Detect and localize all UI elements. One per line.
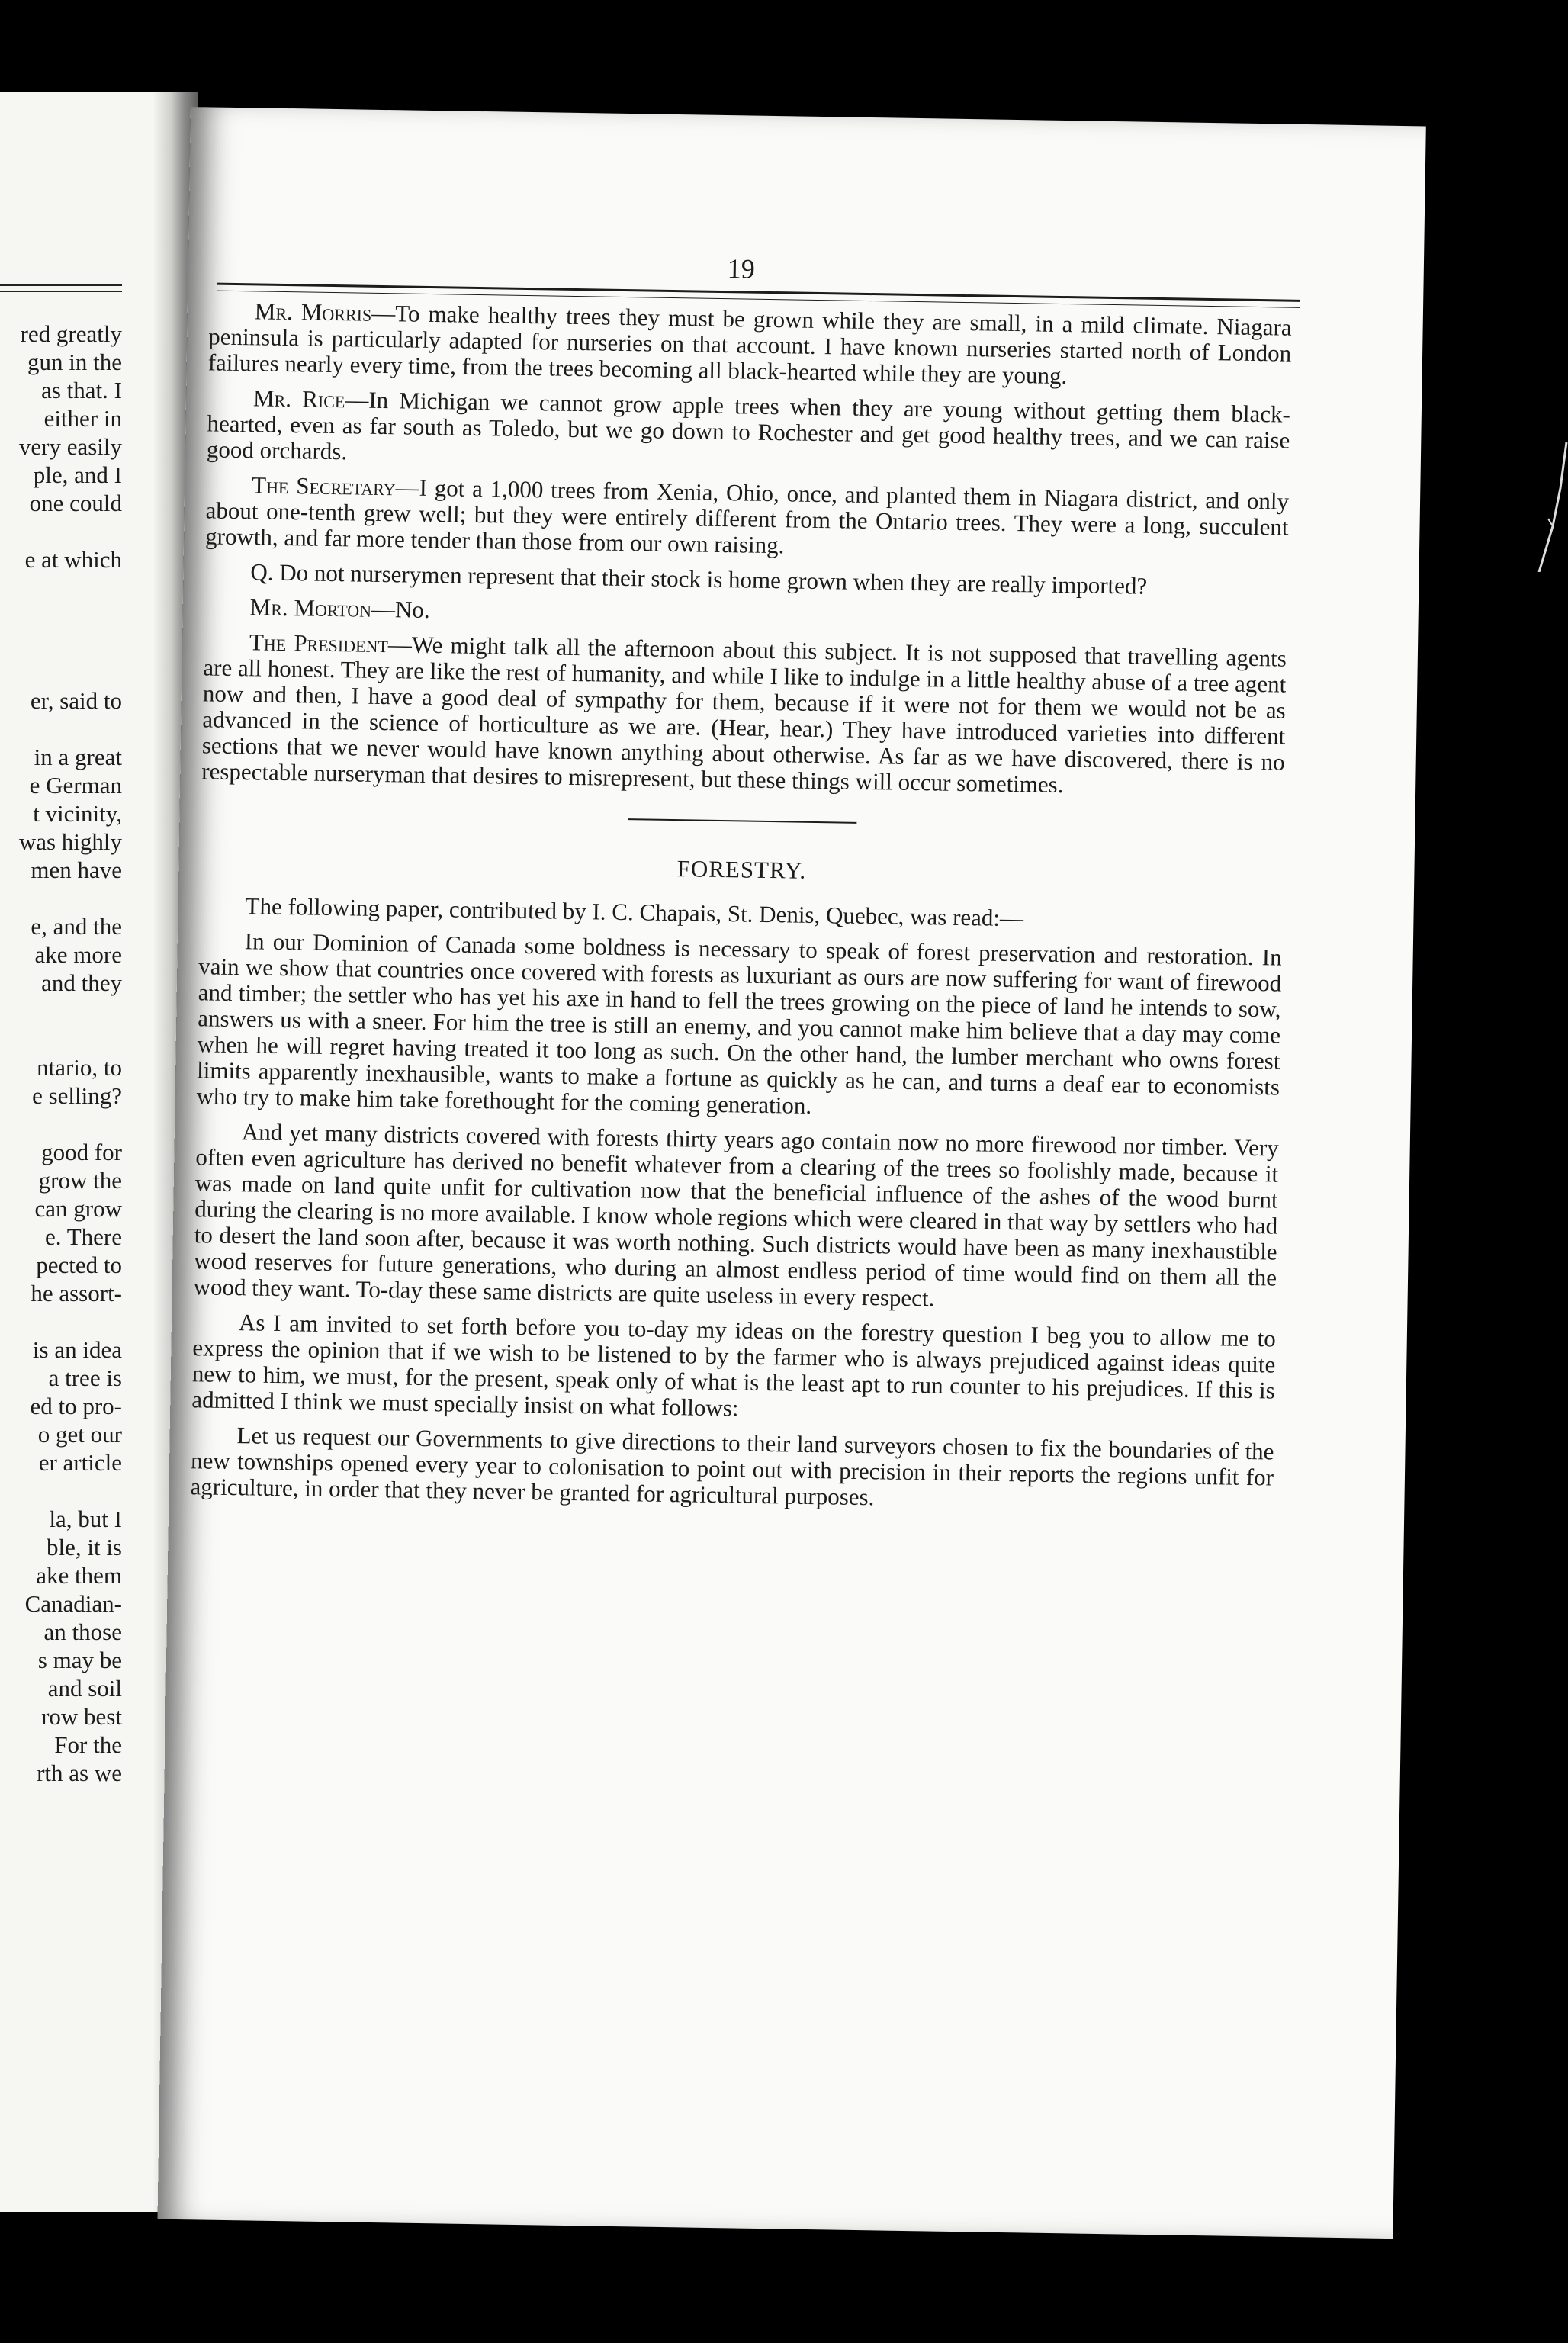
- page-number: 19: [727, 253, 756, 284]
- paragraph-text: —We might talk all the afternoon about this subject. It is not supposed that travelling agents are all honest. They are like the rest of humanity, and while I like to indulge in a little healthy abuse of a tree agent now and then, I have a good deal of sympathy for them, because if it were not for them we would not be as advanced in the science of horticulture as we are. (Hear, hear.) They have introduced varieties into different sections that we never would have known anything about otherwise. As far as we have discovered, there is no respectable nurseryman that desires to misrepresent, but these things will occur sometimes.: [201, 631, 1287, 799]
- stray-mark: [1537, 442, 1568, 572]
- speaker-name: Mr. Morton: [249, 593, 372, 622]
- left-page-line: ble, it is: [46, 1534, 122, 1560]
- paragraph-morris: [207, 297, 1291, 392]
- left-page-line: er article: [38, 1449, 122, 1476]
- left-page-line: e. There: [45, 1223, 122, 1250]
- speaker-name: Mr. Rice: [252, 384, 345, 413]
- forestry-paragraph-1: In our Dominion of Canada some boldness is necessary to speak of forest preservation and restoration. In vain we show that countries once covered with forests as luxuriant as ours are now suffering for want of firewood and timber; the settler who has yet his axe in hand to fell the trees growing on the piece of land he intends to sow, answers us with a sneer. For him the tree is still an enemy, and you cannot make him believe that a day may come when he will regret having treated it too long as such. On the other hand, the lumber merchant who owns forest limits apparently inexhausible, wants to make a fortune as quickly as he can, and turns a deaf ear to economists who try to make him take forethought for the coming generation.: [196, 927, 1282, 1119]
- left-page-line: ple, and I: [33, 461, 122, 488]
- left-page-line: a tree is: [48, 1364, 122, 1391]
- paragraph-president: [201, 628, 1287, 801]
- left-page-line: and soil: [47, 1675, 122, 1702]
- left-page-line: rth as we: [37, 1760, 122, 1786]
- left-page-line: men have: [31, 857, 122, 883]
- forestry-paragraph-4: Let us request our Governments to give directions to their land surveyors chosen to fix the boundaries of the new townships opened every year to colonisation to point out with precision in their reports the regions unfit for agriculture, in order that they never be granted for agricultural purposes.: [190, 1422, 1274, 1511]
- left-page-line: is an idea: [32, 1336, 122, 1363]
- left-page-line: good for: [41, 1139, 122, 1165]
- left-page-line: either in: [43, 405, 122, 432]
- left-page-line: very easily: [18, 433, 122, 460]
- paragraph-secretary: [205, 471, 1289, 566]
- left-page-line: he assort-: [31, 1280, 122, 1306]
- left-page-line: grow the: [38, 1167, 122, 1194]
- left-header-rule-thin: [0, 291, 122, 292]
- speaker-name: Mr. Morris: [254, 297, 372, 326]
- page-content: [190, 297, 1292, 1525]
- left-page-line: t vicinity,: [33, 800, 122, 827]
- section-title: FORESTRY.: [676, 855, 807, 884]
- left-page-line: ake them: [36, 1562, 122, 1589]
- forestry-paragraph-2: And yet many districts covered with forests thirty years ago contain now no more firewood nor timber. Very often even agriculture has derived no benefit whatever from a clearing of the trees so foolishly made, because it was made on land quite unfit for cultivation now that the beneficial influence of the ashes of the wood burnt during the clearing is no more available. I know whole regions which were cleared in that way by settlers who had to desert the land soon after, because it was worth nothing. Such districts would have been as many inexhaustible wood reserves for future generations, who during an almost endless period of time would find on them all the wood they want. To-day these same districts are quite useless in every respect.: [193, 1118, 1280, 1312]
- left-page-line: one could: [29, 490, 122, 516]
- left-page-line: was highly: [18, 828, 122, 855]
- paragraph-text: Q. Do not nurserymen represent that their stock is home grown when they are really imported?: [250, 558, 1148, 599]
- paragraph-text: —In Michigan we cannot grow apple trees when they are young without getting them black-hearted, even as far south as Toledo, but we go down to Rochester and get good healthy trees, and we can raise good orchards.: [206, 386, 1291, 465]
- speaker-name: The President: [249, 628, 389, 658]
- paragraph-text: —To make healthy trees they must be grown while they are small, in a mild climate. Niagara peninsula is particularly adapted for nurseries on that account. I have known nurseries started north of London failures nearly every time, from the trees becoming all black-hearted while they are young.: [207, 299, 1292, 390]
- left-page-line: pected to: [36, 1252, 122, 1278]
- section-divider: [628, 818, 856, 824]
- left-page-line: e, and the: [31, 913, 122, 940]
- paragraph-text: —No.: [371, 595, 430, 624]
- left-page-line: ed to pro-: [30, 1393, 122, 1419]
- paragraph-rice: [207, 384, 1290, 479]
- left-page-line: gun in the: [27, 349, 122, 375]
- left-page-line: as that. I: [41, 377, 122, 403]
- left-page-line: and they: [41, 969, 122, 996]
- left-page-line: o get our: [37, 1421, 122, 1448]
- paragraph-text: —I got a 1,000 trees from Xenia, Ohio, once, and planted them in Niagara district, and only about one-tenth grew well; but they were entirely different from the Ontario trees. They were a long, succulent growth, and far more tender than those from our own raising.: [204, 474, 1290, 559]
- forestry-paragraph-3: As I am invited to set forth before you to-day my ideas on the forestry question I beg you to allow me to express the opinion that if we wish to be listened to by the farmer who is always prejudiced against ideas quite new to him, we must, for the present, speak only of what is the least apt to run counter to his prejudices. If this is admitted I think we must specially insist on what follows:: [191, 1309, 1277, 1422]
- left-page-line: e selling?: [32, 1082, 122, 1109]
- left-page-line: row best: [41, 1703, 122, 1730]
- left-page-line: in a great: [34, 744, 122, 770]
- left-header-rule: [0, 284, 122, 286]
- left-page-line: e German: [29, 772, 122, 799]
- left-page-line: s may be: [37, 1647, 122, 1673]
- page-19: [157, 107, 1425, 2239]
- left-page-line: e at which: [24, 546, 122, 573]
- left-page-line: ntario, to: [37, 1054, 122, 1081]
- left-page-line: Canadian-: [24, 1590, 122, 1617]
- left-page-line: ake more: [34, 941, 122, 968]
- left-page-line: For the: [54, 1731, 122, 1758]
- forestry-intro: The following paper, contributed by I. C. Chapais, St. Denis, Quebec, was read:—: [245, 892, 1024, 932]
- speaker-name: The Secretary: [251, 471, 396, 501]
- left-page-line: la, but I: [49, 1506, 122, 1532]
- left-page-line: red greatly: [20, 320, 122, 347]
- left-page-line: can grow: [34, 1195, 122, 1222]
- left-page-line: er, said to: [30, 687, 122, 714]
- left-facing-page: [0, 92, 177, 2212]
- left-page-line: an those: [43, 1618, 122, 1645]
